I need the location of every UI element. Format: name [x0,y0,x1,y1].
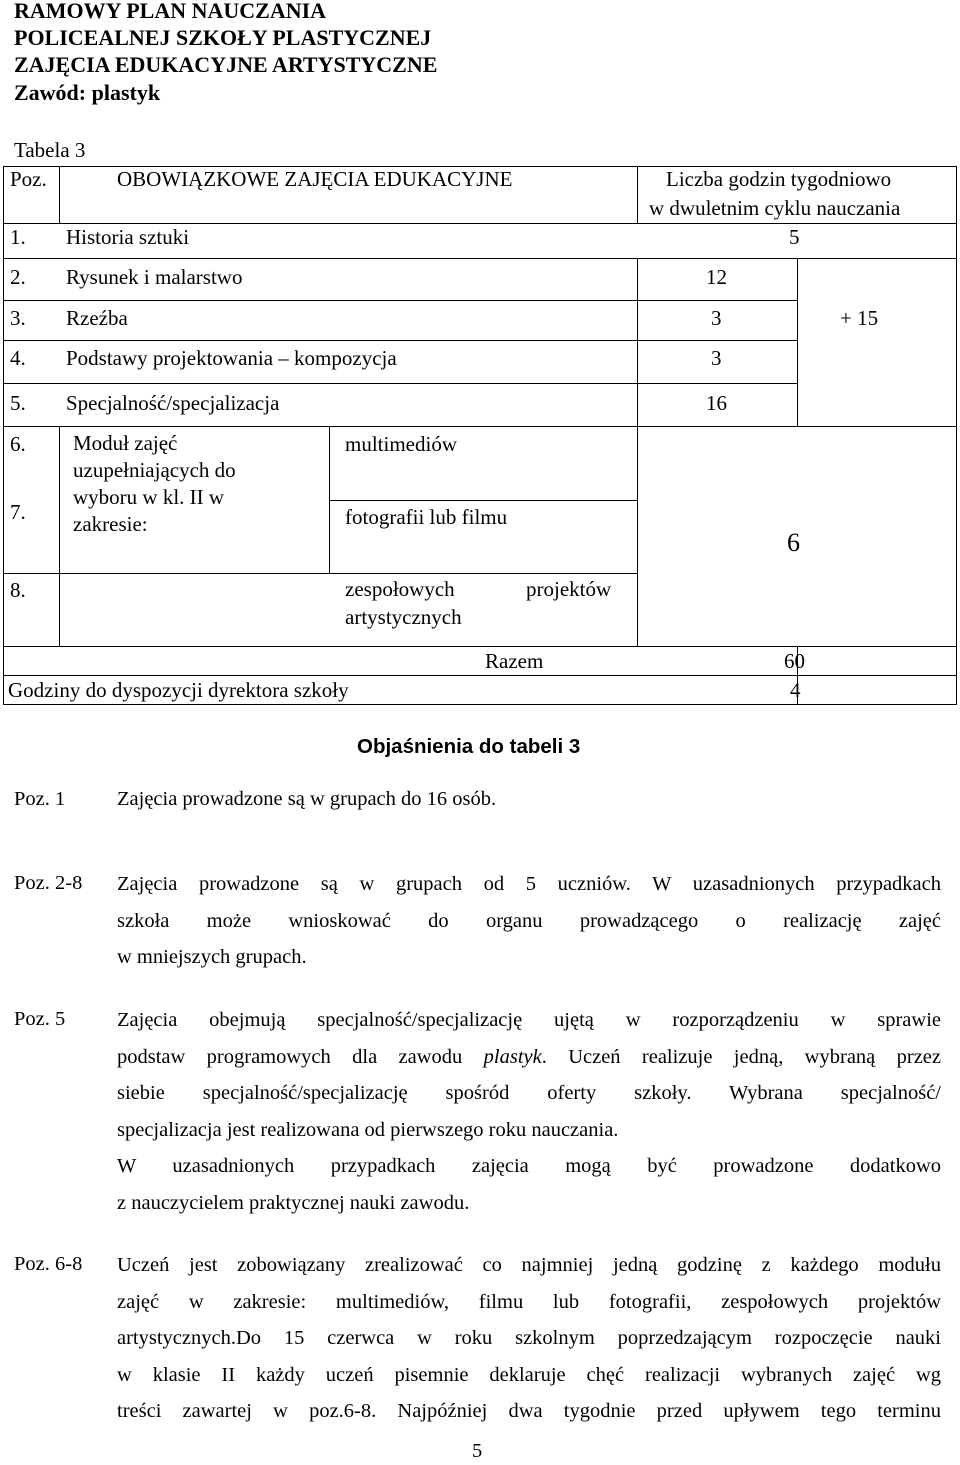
col-header-hours-1: Liczba godzin tygodniowo [666,167,892,191]
col-header-poz: Poz. [10,167,47,191]
note-ref: Poz. 5 [14,1008,66,1030]
module-option: zespołowych [345,577,455,601]
note-text: Zajęcia prowadzone są w grupach od 5 uczniów. W uzasadnionych przypadkach szkoła może wnioskować do organu prowadzącego o realizację zajęć w mniejszych grupach. [117,873,941,968]
row-number: 8. [10,578,26,602]
row-number: 2. [10,265,26,289]
note-ref: Poz. 6-8 [14,1253,83,1275]
module-label: wyboru w kl. II w [73,485,225,509]
col-header-subject: OBOWIĄZKOWE ZAJĘCIA EDUKACYJNE [117,167,513,191]
row-subject: Historia sztuki [66,225,190,249]
doc-title-line-3: ZAJĘCIA EDUKACYJNE ARTYSTYCZNE [14,52,438,77]
row-subject: Podstawy projektowania – kompozycja [66,346,397,370]
row-number: 5. [10,391,26,415]
module-option: fotografii lub filmu [345,505,508,529]
director-hours-label: Godziny do dyspozycji dyrektora szkoły [8,678,349,702]
director-hours-value: 4 [790,678,801,702]
module-option: projektów [526,577,612,601]
row-number: 7. [10,500,26,524]
row-hours: 12 [706,265,727,289]
row-number: 1. [10,225,26,249]
note-ref: Poz. 2-8 [14,872,83,894]
module-label: uzupełniających do [73,458,236,482]
row-hours: 3 [711,346,722,370]
row-subject: Rysunek i malarstwo [66,265,243,289]
doc-title-line-2: POLICEALNEJ SZKOŁY PLASTYCZNEJ [14,25,432,50]
note-text: Zajęcia prowadzone są w grupach do 16 osób. [117,788,497,810]
doc-title-line-1: RAMOWY PLAN NAUCZANIA [14,0,327,23]
table-caption: Tabela 3 [14,138,86,162]
row-hours: 16 [706,391,727,415]
page-number: 5 [472,1440,483,1462]
note-text: Uczeń jest zobowiązany zrealizować co najmniej jedną godzinę z każdego modułu zajęć w zakresie: multimediów, filmu lub fotografii, zespołowych projektów artystycznych.Do 15 czerwca w roku szkolnym poprzedzającym rozpoczęcie nauki w klasie II każdy uczeń pisemnie deklaruje chęć realizacji wybranych zajęć wg treści zawartej w poz.6-8. Najpóźniej dwa tygodnie przed upływem tego terminu [117,1254,941,1422]
notes-title: Objaśnienia do tabeli 3 [357,735,581,758]
note-ref: Poz. 1 [14,788,66,810]
row-hours: 3 [711,306,722,330]
row-number: 4. [10,346,26,370]
total-value: 60 [784,649,805,673]
row-subject: Specjalność/specjalizacja [66,391,280,415]
doc-profession: Zawód: plastyk [14,80,161,105]
row-subject: Rzeźba [66,306,128,330]
module-label: zakresie: [73,512,148,536]
total-label: Razem [485,649,544,673]
module-option: artystycznych [345,605,462,629]
module-hours: 6 [787,528,800,557]
note-text: Zajęcia obejmują specjalność/specjalizację ujętą w rozporządzeniu w sprawie podstaw programowych dla zawodu plastyk. Uczeń realizuje jedną, wybraną przez siebie specjalność/specjalizację spośród oferty szkoły. Wybrana specjalność/ specjalizacja jest realizowana od pierwszego roku nauczania. W uzasadnionych przypadkach zajęcia mogą być prowadzone dodatkowo z nauczycielem praktycznej nauki zawodu. [117,1009,941,1214]
row-number: 6. [10,432,26,456]
group-extra-hours: + 15 [840,306,879,330]
row-number: 3. [10,306,26,330]
col-header-hours-2: w dwuletnim cyklu nauczania [649,196,901,220]
row-hours: 5 [789,225,800,249]
module-label: Moduł zajęć [73,431,178,455]
module-option: multimediów [345,432,457,456]
